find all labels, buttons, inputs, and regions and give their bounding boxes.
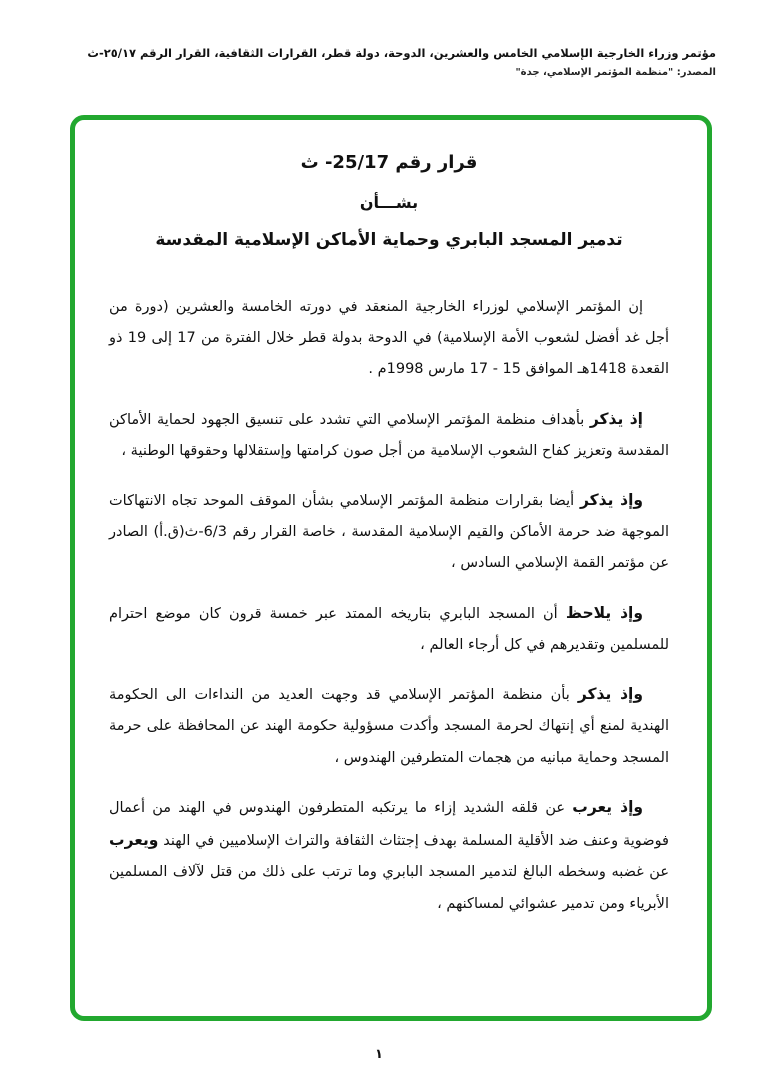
- page-header: [42, 46, 716, 78]
- document-title: [109, 152, 669, 250]
- document-content: [75, 120, 707, 1016]
- paragraph-text: بأهداف منظمة المؤتمر الإسلامي التي تشدد على تنسيق الجهود لحماية الأماكن المقدسة وتعزيز كفاح الشعوب الإسلامية من أجل صون كرامتها وإستقلالها وحقوقها الوطنية ،: [109, 411, 669, 459]
- paragraph-text: بأن منظمة المؤتمر الإسلامي قد وجهت العديد من النداءات الى الحكومة الهندية لمنع أي إنتهاك لحرمة المسجد وأكدت مسؤولية حكومة الهند عن المحافظة على حرمة المسجد وحماية مبانيه من هجمات المتطرفين الهندوس ،: [109, 687, 669, 766]
- paragraph-recalling-goals: [109, 403, 669, 467]
- regarding-label: بشـــأن: [359, 193, 419, 212]
- paragraph-lead: وإذ يذكر: [577, 685, 643, 704]
- paragraph-expressing-concern: [109, 791, 669, 920]
- paragraph-text: أيضا بقرارات منظمة المؤتمر الإسلامي بشأن الموقف الموحد تجاه الانتهاكات الموجهة ضد حرمة الأماكن والقيم الإسلامية المقدسة ، خاصة القرار رقم 6/3-ث(ق.أ) الصادر عن مؤتمر القمة الإسلامي السادس ،: [109, 493, 669, 572]
- resolution-number-title: قرار رقم 25/17- ث: [300, 152, 478, 173]
- paragraph-recalling-resolutions: [109, 484, 669, 580]
- resolution-subject-title: تدمير المسجد البابري وحماية الأماكن الإسلامية المقدسة: [155, 230, 623, 250]
- paragraph-lead: وإذ يلاحظ: [565, 603, 644, 622]
- paragraph-text-continued: عن غضبه وسخطه البالغ لتدمير المسجد البابري وما ترتب على ذلك من قتل لآلاف المسلمين الأبرياء ومن تدمير عشوائي لمساكنهم ،: [109, 864, 669, 912]
- paragraph-text: أن المسجد البابري بتاريخه الممتد عبر خمسة قرون كان موضع احترام للمسلمين وتقديرهم في كل أرجاء العالم ،: [109, 605, 669, 653]
- page-number: ١: [375, 1047, 383, 1062]
- paragraph-lead: وإذ يذكر: [580, 491, 644, 509]
- header-source-line: مؤتمر وزراء الخارجية الإسلامي الخامس والعشرين، الدوحة، دولة قطر، القرارات الثقافية، القرار الرقم ٢٥/١٧-ث: [87, 46, 716, 60]
- paragraph-noting-mosque-history: [109, 597, 669, 661]
- paragraph-lead: وإذ يعرب: [572, 797, 644, 816]
- paragraph-recalling-appeals: [109, 678, 669, 774]
- header-publisher-line: المصدر: "منظمة المؤتمر الإسلامي، جدة": [515, 67, 716, 78]
- paragraph-preamble: [109, 292, 669, 386]
- paragraph-mid-lead: ويعرب: [109, 831, 159, 850]
- paragraph-text: عن قلقه الشديد إزاء ما يرتكبه المتطرفون الهندوس في الهند من أعمال فوضوية وعنف ضد الأقلية المسلمة بهدف إجتثاث الثقافة والتراث الإسلاميين في الهند: [109, 799, 669, 850]
- document-body: [109, 292, 669, 920]
- document-frame: [70, 115, 712, 1021]
- paragraph-text: إن المؤتمر الإسلامي لوزراء الخارجية المنعقد في دورته الخامسة والعشرين (دورة من أجل غد أفضل لشعوب الأمة الإسلامية) في الدوحة بدولة قطر خلال الفترة من 17 إلى 19 ذو القعدة 1418هـ الموافق 15 - 17 مارس 1998م .: [109, 299, 669, 378]
- paragraph-lead: إذ يذكر: [589, 409, 643, 428]
